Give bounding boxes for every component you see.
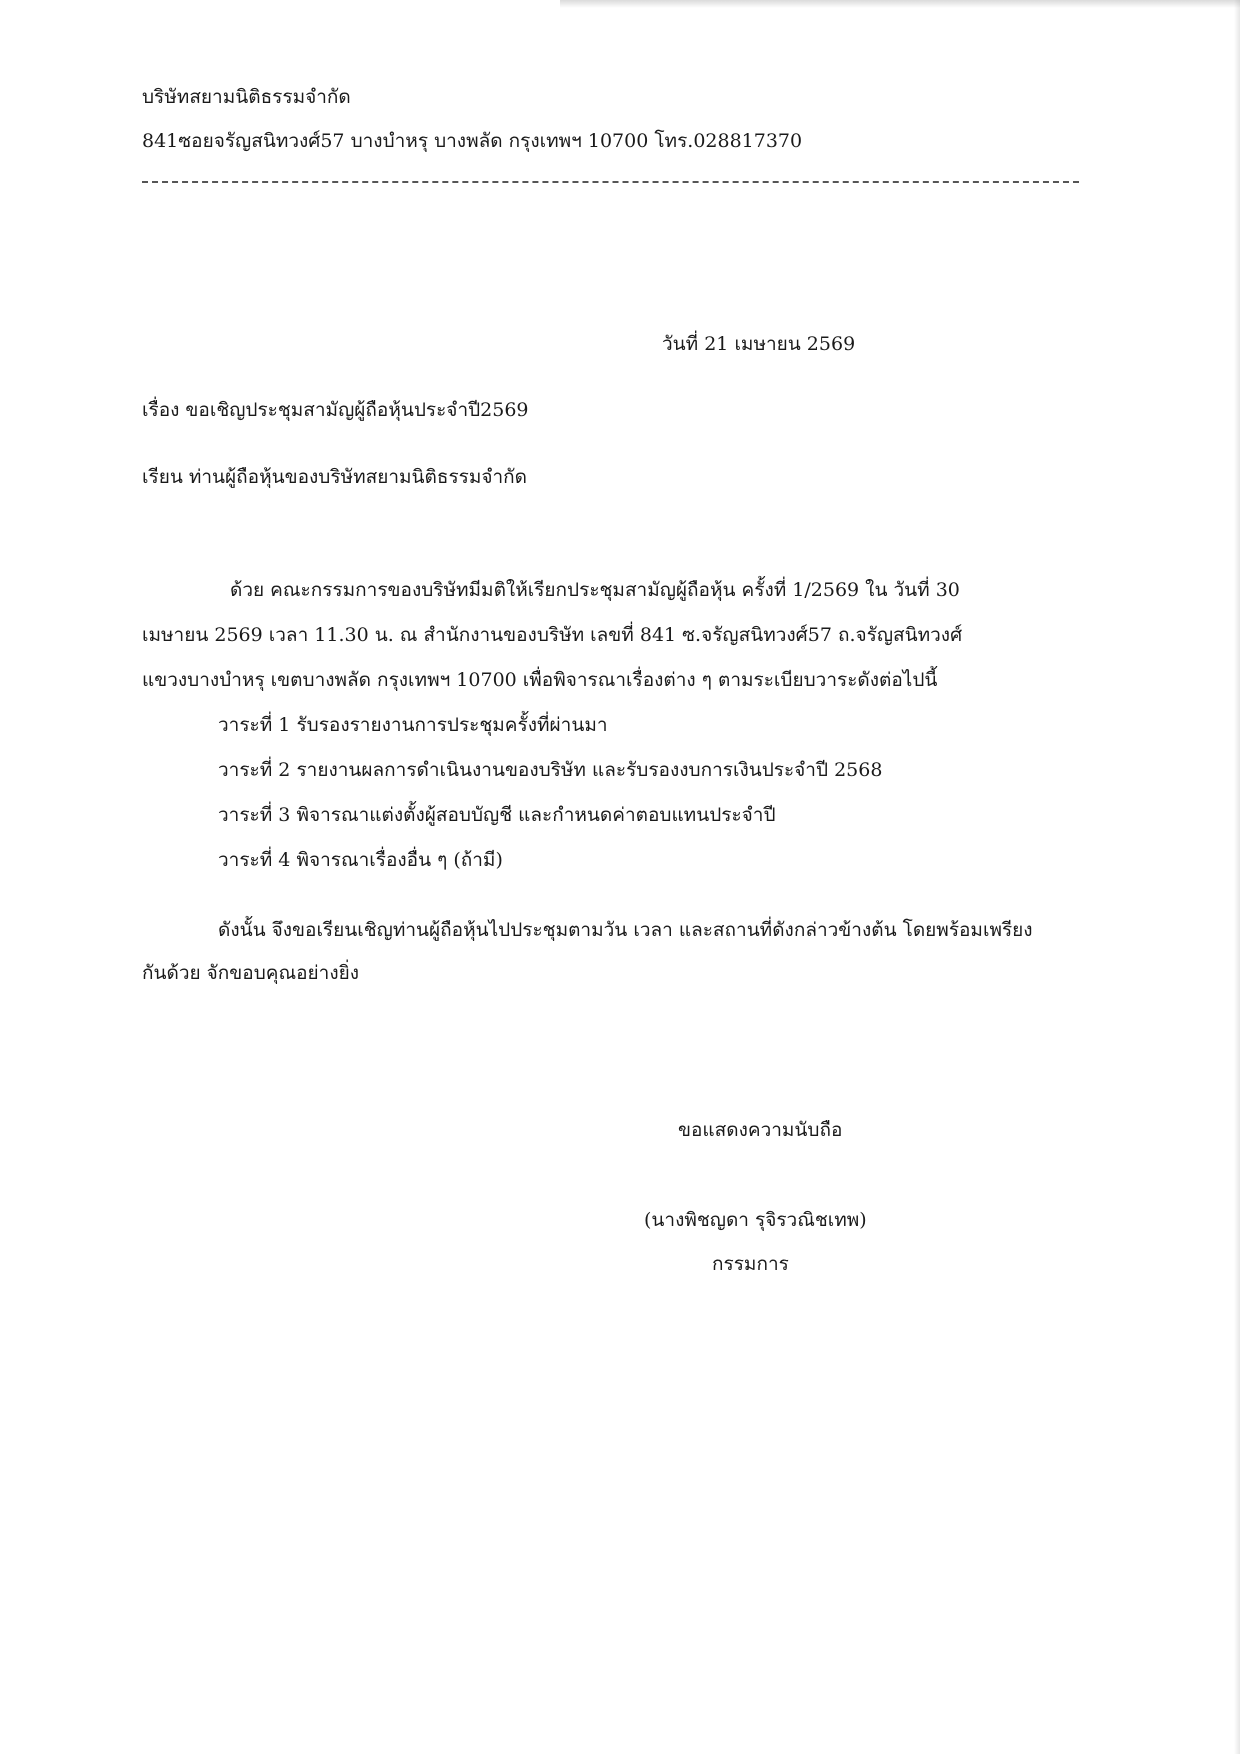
body-line: ด้วย คณะกรรมการของบริษัทมีมติให้เรียกประชุมสามัญผู้ถือหุ้น ครั้งที่ 1/2569 ใน วันที่ 30 — [230, 579, 960, 601]
company-name: บริษัทสยามนิติธรรมจำกัด — [142, 86, 351, 108]
agenda-item: วาระที่ 3 พิจารณาแต่งตั้งผู้สอบบัญชี และกำหนดค่าตอบแทนประจำปี — [218, 804, 776, 826]
agenda-item: วาระที่ 2 รายงานผลการดำเนินงานของบริษัท และรับรองงบการเงินประจำปี 2568 — [218, 759, 883, 781]
scan-shadow-top — [560, 0, 1240, 8]
company-address: 841ซอยจรัญสนิทวงศ์57 บางบำหรุ บางพลัด กรุงเทพฯ 10700 โทร.028817370 — [142, 130, 803, 152]
agenda-item: วาระที่ 1 รับรองรายงานการประชุมครั้งที่ผ่านมา — [218, 714, 608, 736]
letter-subject: เรื่อง ขอเชิญประชุมสามัญผู้ถือหุ้นประจำปี2569 — [142, 399, 529, 421]
closing-line: กันด้วย จักขอบคุณอย่างยิ่ง — [142, 962, 360, 984]
signer-title: กรรมการ — [712, 1253, 789, 1275]
agenda-item: วาระที่ 4 พิจารณาเรื่องอื่น ๆ (ถ้ามี) — [218, 849, 503, 871]
letter-date: วันที่ 21 เมษายน 2569 — [662, 333, 856, 355]
signer-name: (นางพิชญดา รุจิรวณิชเทพ) — [644, 1209, 867, 1231]
header-divider — [142, 181, 1079, 183]
closing-regards: ขอแสดงความนับถือ — [678, 1119, 843, 1141]
letter-recipient: เรียน ท่านผู้ถือหุ้นของบริษัทสยามนิติธรรมจำกัด — [142, 466, 528, 488]
body-line: เมษายน 2569 เวลา 11.30 น. ณ สำนักงานของบริษัท เลขที่ 841 ซ.จรัญสนิทวงศ์57 ถ.จรัญสนิทวงศ์ — [142, 624, 963, 646]
scan-shadow-right — [1234, 0, 1240, 1754]
body-line: แขวงบางบำหรุ เขตบางพลัด กรุงเทพฯ 10700 เพื่อพิจารณาเรื่องต่าง ๆ ตามระเบียบวาระดังต่อไปนี้ — [142, 669, 938, 691]
closing-line: ดังนั้น จึงขอเรียนเชิญท่านผู้ถือหุ้นไปประชุมตามวัน เวลา และสถานที่ดังกล่าวข้างต้น โดยพร้อมเพรียง — [218, 919, 1033, 941]
